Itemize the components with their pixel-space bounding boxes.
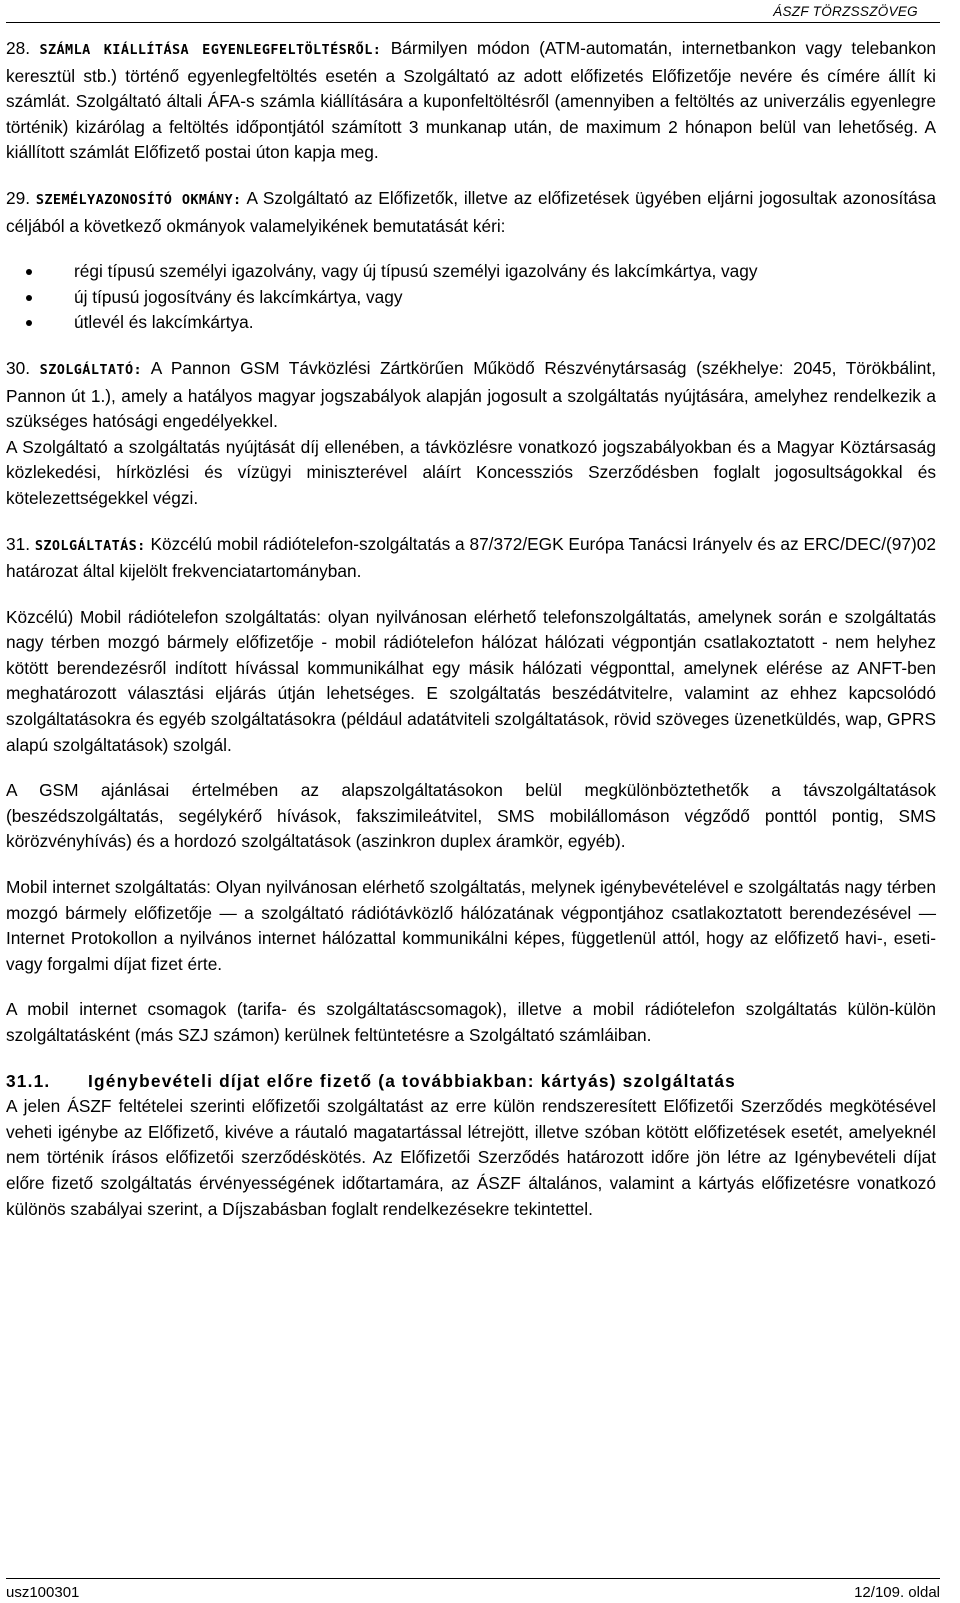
internet-packages-paragraph: A mobil internet csomagok (tarifa- és szolgáltatáscsomagok), illetve a mobil rádiótelefon szolgáltatás külön-külön szolgáltatásként (más SZJ számon) kerülnek feltüntetésre a Szolgáltató számláiban. [6,999,936,1045]
list-item: útlevél és lakcímkártya. [6,310,936,336]
section-29 [6,186,936,239]
section-keyword: SZOLGÁLTATÓ: [39,361,143,378]
section-text: A Pannon GSM Távközlési Zártkörűen Működő Részvénytársaság (székhelye: 2045, Törökbálint, Pannon út 1.), amely a hatályos magyar jogszabályok alapján jogosult a szolgáltatás nyújtására, amelyhez rendelkezik a szükséges hatósági engedélyekkel. [6,357,937,432]
gsm-recommendations-paragraph: A GSM ajánlásai értelmében az alapszolgáltatásokon belül megkülönböztethetők a távszolgáltatások (beszédszolgáltatás, segélykérő hívások, fakszimileátvitel, SMS mobilállomáson végződő ponttól pontig, SMS körözvényhívás) és a hordozó szolgáltatások (aszinkron duplex áramkör, egyéb). [6,780,936,852]
section-number: 29. [6,187,31,208]
section-keyword: SZOLGÁLTATÁS: [34,537,146,554]
page-number: 12/109. oldal [854,1584,940,1601]
document-body [6,36,936,1222]
section-30 [6,356,936,435]
section-number: 30. [6,357,31,378]
bullet-icon [26,269,32,275]
page-header [6,2,940,23]
subsection-31-1-text: A jelen ÁSZF feltételei szerinti előfizetői szolgáltatást az erre külön rendszeresített Előfizetői Szerződés megkötésével veheti igénybe az Előfizető, kivéve a ráutaló magatartással létrejött, illetve szóban kötött előfizetések esetét, amelyeknél nem történik írásos előfizetői szerződéskötés. Az Előfizetői Szerződés határozott időre jön létre az Igénybevételi díjat előre fizető szolgáltatás érvényességének időtartamára, az ÁSZF általános, valamint a kártyás előfizetésre vonatkozó különös szabályai szerint, a Díjszabásban foglalt rendelkezésekre tekintettel. [6,1096,936,1219]
mobile-internet-paragraph: Mobil internet szolgáltatás: Olyan nyilvánosan elérhető szolgáltatás, melynek igénybevételével e szolgáltatás nagy térben mozgó bármely előfizetője — a szolgáltató rádiótávközlő hálózatának végpontjához csatlakoztatott berendezésével — Internet Protokollon a nyilvános internet hálózattal kommunikálni képes, függetlenül attól, hogy az előfizető havi-, eseti- vagy forgalmi díjat fizet érte. [6,877,936,974]
section-text: A Szolgáltató az Előfizetők, illetve az előfizetések ügyében eljárni jogosultak azonosítása céljából a következő okmányok valamelyikének bemutatását kéri: [6,187,936,236]
subsection-number: 31.1. [6,1070,51,1091]
id-document-list [6,259,936,336]
page-footer [6,1578,940,1603]
header-title: ÁSZF TÖRZSSZÖVEG [773,4,918,19]
subsection-title: Igénybevételi díjat előre fizető (a továbbiakban: kártyás) szolgáltatás [88,1070,736,1091]
section-text: Közcélú mobil rádiótelefon-szolgáltatás a 87/372/EGK Európa Tanácsi Irányelv és az ERC/DEC/(97)02 határozat által kijelölt frekvenciatartományban. [6,533,936,582]
section-keyword: SZEMÉLYAZONOSÍTÓ OKMÁNY: [35,191,242,208]
list-item: új típusú jogosítvány és lakcímkártya, vagy [6,285,936,311]
section-28 [6,36,936,166]
section-number: 28. [6,38,31,58]
section-30-paragraph: A Szolgáltató a szolgáltatás nyújtását díj ellenében, a távközlésre vonatkozó jogszabályokban és a Magyar Köztársaság közlekedési, hírközlési és vízügyi miniszterével aláírt Koncessziós Szerződésben foglalt jogosultságokkal és kötelezettségekkel végzi. [6,436,936,508]
section-number: 31. [6,533,31,554]
subsection-31-1-heading [6,1069,936,1095]
list-item: régi típusú személyi igazolvány, vagy új típusú személyi igazolvány és lakcímkártya, vagy [6,259,936,285]
section-keyword: SZÁMLA KIÁLLÍTÁSA EGYENLEGFELTÖLTÉSRŐL: [39,42,382,58]
mobile-phone-service-paragraph: Közcélú) Mobil rádiótelefon szolgáltatás: olyan nyilvánosan elérhető telefonszolgáltatás, amelynek során e szolgáltatás nagy térben mozgó bármely előfizetője - mobil rádiótelefon hálózat hálózati végpontján csatlakoztatott - nem helyhez kötött berendezésről indított hívással kommunikálhat egy másik hálózati végponttal, amelynek elérése az ANFT-ben meghatározott választási eljárás útján lehetséges. E szolgáltatás beszédátvitelre, valamint az ehhez kapcsolódó szolgáltatásokra és egyéb szolgáltatásokra (például adatátviteli szolgáltatások, rövid szöveges üzenetküldés, wap, GPRS alapú szolgáltatások) szolgál. [6,606,936,755]
document-id: usz100301 [6,1584,80,1601]
bullet-icon [26,320,32,326]
section-text: Bármilyen módon (ATM-automatán, internetbankon vagy telebankon keresztül stb.) történő egyenlegfeltöltés esetén a Szolgáltató az adott előfizetés Előfizetője nevére és címére állít ki számlát. Szolgáltató általi ÁFA-s számla kiállítására a kuponfeltöltésről (amennyiben a feltöltés az univerzális egyenlegre történik) kizárólag a feltöltés időpontjától számított 3 munkanap után, de maximum 2 hónapon belül van lehetőség. A kiállított számlát Előfizető postai úton kapja meg. [6,38,936,163]
section-31 [6,532,936,585]
bullet-icon [26,295,32,301]
